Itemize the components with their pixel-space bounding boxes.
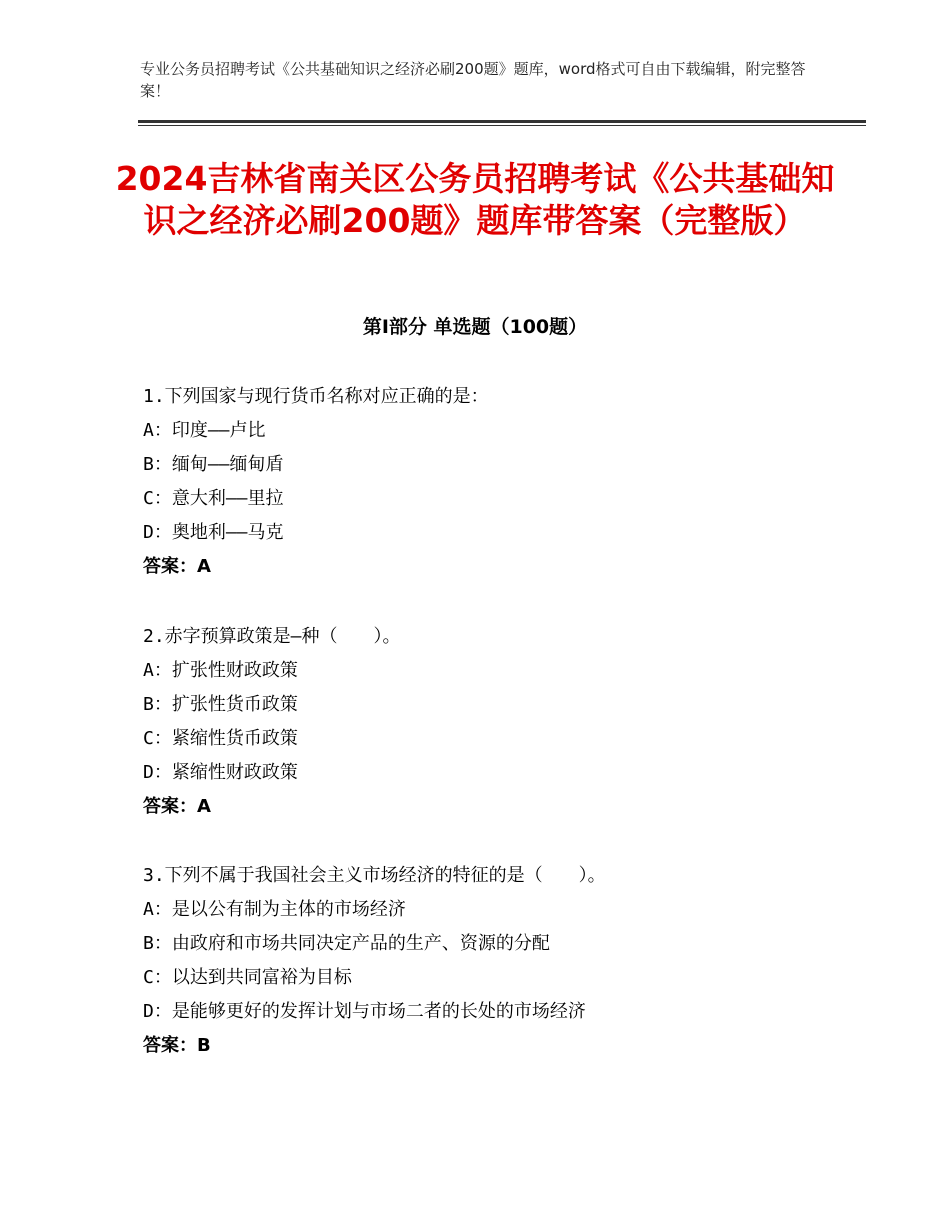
- option-b: B：由政府和市场共同决定产品的生产、资源的分配: [143, 933, 550, 954]
- option-b: B：扩张性货币政策: [143, 694, 298, 715]
- header-divider-thick: [138, 120, 866, 123]
- option-c: C：意大利——里拉: [143, 488, 284, 509]
- option-d: D：奥地利——马克: [143, 522, 284, 543]
- answer-line: 答案：B: [143, 1035, 211, 1056]
- document-title: 2024吉林省南关区公务员招聘考试《公共基础知识之经济必刷200题》题库带答案（完整版）: [115, 159, 835, 240]
- section-title: 第I部分 单选题（100题）: [362, 316, 588, 338]
- answer-line: 答案：A: [143, 556, 211, 577]
- option-c: C：以达到共同富裕为目标: [143, 967, 352, 988]
- question-stem: 1.下列国家与现行货币名称对应正确的是：: [143, 386, 489, 407]
- option-c: C：紧缩性货币政策: [143, 728, 298, 749]
- question-stem: 3.下列不属于我国社会主义市场经济的特征的是（ ）。: [143, 865, 606, 886]
- option-d: D：是能够更好的发挥计划与市场二者的长处的市场经济: [143, 1001, 586, 1022]
- question-stem: 2.赤字预算政策是—种（ ）。: [143, 626, 401, 647]
- option-a: A：是以公有制为主体的市场经济: [143, 899, 406, 920]
- header-divider-thin: [138, 125, 866, 126]
- question-2: [143, 620, 863, 824]
- question-3: [143, 859, 863, 1063]
- answer-line: 答案：A: [143, 796, 211, 817]
- option-a: A：扩张性财政政策: [143, 660, 298, 681]
- header-note: 专业公务员招聘考试《公共基础知识之经济必刷200题》题库，word格式可自由下载编辑，附完整答案！: [140, 60, 806, 100]
- option-d: D：紧缩性财政政策: [143, 762, 298, 783]
- question-1: [143, 380, 863, 584]
- option-b: B：缅甸——缅甸盾: [143, 454, 284, 475]
- option-a: A：印度——卢比: [143, 420, 266, 441]
